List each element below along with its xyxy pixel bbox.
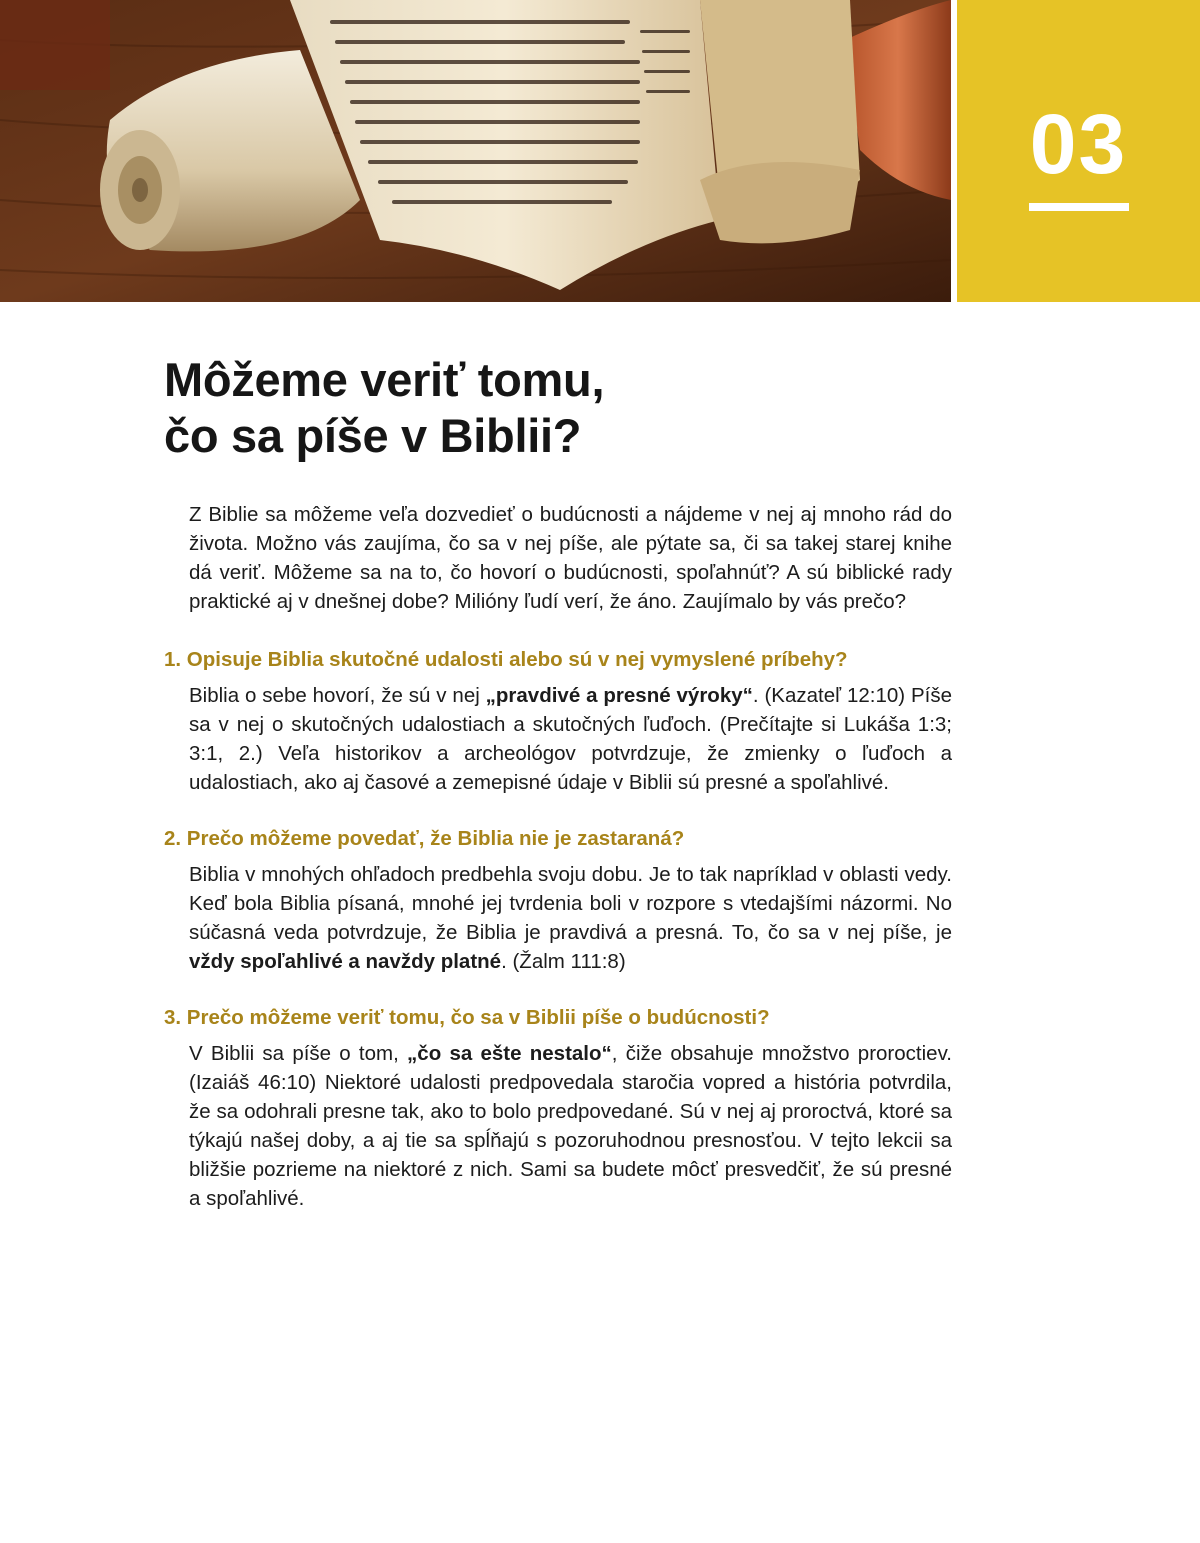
page-title-line-2: čo sa píše v Biblii? <box>164 409 582 462</box>
answer-paragraph-1 <box>189 681 952 797</box>
answer-emphasis: vždy spoľahlivé a navždy platné <box>189 950 502 973</box>
lesson-content <box>164 500 954 1240</box>
answer-emphasis: „čo sa ešte nestalo“ <box>407 1042 612 1065</box>
answer-text: . (Žalm 111:8) <box>501 950 626 973</box>
question-heading-3: 3. Prečo môžeme veriť tomu, čo sa v Biblii píše o budúcnosti? <box>164 1006 770 1029</box>
answer-text: , čiže obsahuje množstvo proroctiev. (Izaiáš 46:10) Niektoré udalosti predpovedala staročia vopred a história potvrdila, že sa odohrali presne tak, ako to bolo predpovedané. Sú v nej aj proroctvá, ktoré sa týkajú našej doby, a aj tie sa spĺňajú s pozoruhodnou presnosťou. V tejto lekcii sa bližšie pozrieme na niektoré z nich. Sami sa budete môcť presvedčiť, že sú presné a spoľahlivé. <box>189 1042 952 1210</box>
lesson-number: 03 <box>1029 97 1128 191</box>
question-section-2 <box>164 824 954 976</box>
page-title <box>164 352 604 464</box>
lesson-number-underline <box>1029 203 1129 211</box>
scroll-illustration <box>0 0 951 302</box>
question-heading-1: 1. Opisuje Biblia skutočné udalosti alebo sú v nej vymyslené príbehy? <box>164 648 848 671</box>
answer-text: V Biblii sa píše o tom, <box>189 1042 408 1065</box>
question-heading-2: 2. Prečo môžeme povedať, že Biblia nie je zastaraná? <box>164 827 685 850</box>
answer-paragraph-2 <box>189 860 952 976</box>
question-section-1 <box>164 645 954 797</box>
answer-text: . (Kazateľ 12:10) Píše sa v nej o skutočných udalostiach a skutočných ľuďoch. (Prečítajte si Lukáša 1:3; 3:1, 2.) Veľa historikov a archeológov potvrdzuje, že zmienky o ľuďoch a udalostiach, ako aj časové a zemepisné údaje v Biblii sú presné a spoľahlivé. <box>189 684 952 794</box>
hero-image-scrolls <box>0 0 951 302</box>
answer-text: Biblia o sebe hovorí, že sú v nej <box>189 684 486 707</box>
intro-paragraph: Z Biblie sa môžeme veľa dozvedieť o budúcnosti a nájdeme v nej aj mnoho rád do života. Možno vás zaujíma, čo sa v nej píše, ale pýtate sa, či sa takej starej knihe dá veriť. Môžeme sa na to, čo hovorí o budúcnosti, spoľahnúť? A sú biblické rady praktické aj v dnešnej dobe? Milióny ľudí verí, že áno. Zaujímalo by vás prečo? <box>189 503 952 613</box>
answer-paragraph-3 <box>189 1039 952 1213</box>
lesson-number-box <box>957 0 1200 302</box>
page-title-line-1: Môžeme veriť tomu, <box>164 353 605 406</box>
answer-emphasis: „pravdivé a presné výroky“ <box>485 684 753 707</box>
question-section-3 <box>164 1003 954 1213</box>
answer-text: Biblia v mnohých ohľadoch predbehla svoju dobu. Je to tak napríklad v oblasti vedy. Keď bola Biblia písaná, mnohé jej tvrdenia boli v rozpore s vtedajšími názormi. No súčasná veda potvrdzuje, že Biblia je pravdivá a presná. To, čo sa v nej píše, je <box>189 863 952 944</box>
